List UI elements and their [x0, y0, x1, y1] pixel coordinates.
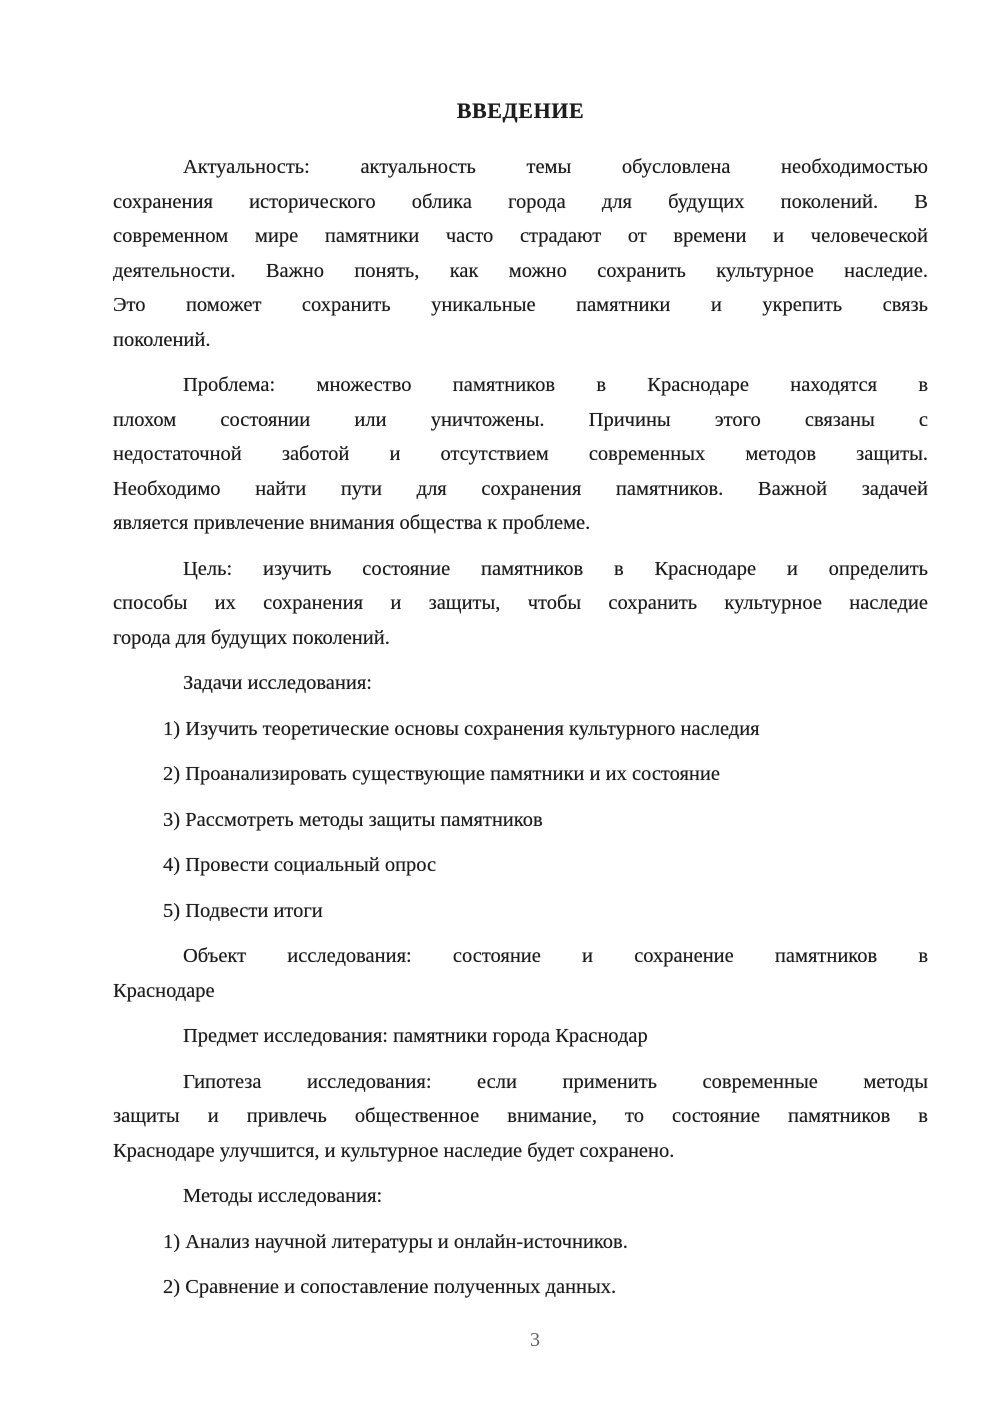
text-line: Краснодаре улучшится, и культурное наследие будет сохранено. [113, 1139, 675, 1162]
text-line: Проблема: множество памятников в Краснодаре находятся в [183, 374, 928, 396]
text-line: плохом состоянии или уничтожены. Причины этого связаны с [113, 408, 928, 431]
text-line: Предмет исследования: памятники города Краснодар [183, 1025, 648, 1047]
list-item: 1) Изучить теоретические основы сохранения культурного наследия [163, 717, 760, 740]
text-line: поколений. [113, 328, 211, 351]
text-line: Объект исследования: состояние и сохранение памятников в [183, 945, 928, 967]
page-number: 3 [530, 1329, 540, 1351]
text-line: Цель: изучить состояние памятников в Краснодаре и определить [183, 557, 928, 580]
text-line: Это поможет сохранить уникальные памятники и укрепить связь [113, 294, 928, 316]
text-line: Гипотеза исследования: если применить современные методы [183, 1070, 928, 1093]
tasks-list [113, 712, 928, 929]
methods-heading [113, 1179, 928, 1214]
text-line: современном мире памятники часто страдают от времени и человеческой [113, 225, 928, 247]
paragraph-research-object [113, 939, 928, 1008]
text-line: города для будущих поколений. [113, 626, 390, 649]
text-line: является привлечение внимания общества к проблеме. [113, 512, 591, 534]
list-item: 2) Сравнение и сопоставление полученных данных. [163, 1276, 617, 1298]
text-line: Необходимо найти пути для сохранения памятников. Важной задачей [113, 477, 928, 500]
list-item: 1) Анализ научной литературы и онлайн-источников. [163, 1230, 628, 1253]
text-line: сохранения исторического облика города для будущих поколений. В [113, 190, 928, 213]
list-item: 2) Проанализировать существующие памятники и их состояние [163, 763, 720, 785]
list-item: 3) Рассмотреть методы защиты памятников [163, 808, 543, 831]
list-item: 4) Провести социальный опрос [163, 854, 437, 876]
paragraph-research-subject [113, 1019, 928, 1054]
text-line: Методы исследования: [183, 1185, 383, 1207]
text-line: способы их сохранения и защиты, чтобы сохранить культурное наследие [113, 592, 928, 614]
paragraph-hypothesis [113, 1065, 928, 1169]
methods-list [113, 1225, 928, 1305]
text-line: защиты и привлечь общественное внимание, то состояние памятников в [113, 1105, 928, 1127]
text-line: недостаточной заботой и отсутствием современных методов защиты. [113, 443, 928, 465]
page-title: ВВЕДЕНИЕ [456, 98, 585, 123]
text-line: Актуальность: актуальность темы обусловлена необходимостью [183, 156, 928, 178]
tasks-heading [113, 666, 928, 701]
paragraph-problem [113, 368, 928, 541]
text-line: Краснодаре [113, 979, 215, 1002]
text-line: Задачи исследования: [183, 672, 372, 694]
list-item: 5) Подвести итоги [163, 899, 323, 922]
text-line: деятельности. Важно понять, как можно сохранить культурное наследие. [113, 259, 928, 282]
paragraph-relevance [113, 150, 928, 357]
paragraph-goal [113, 552, 928, 656]
